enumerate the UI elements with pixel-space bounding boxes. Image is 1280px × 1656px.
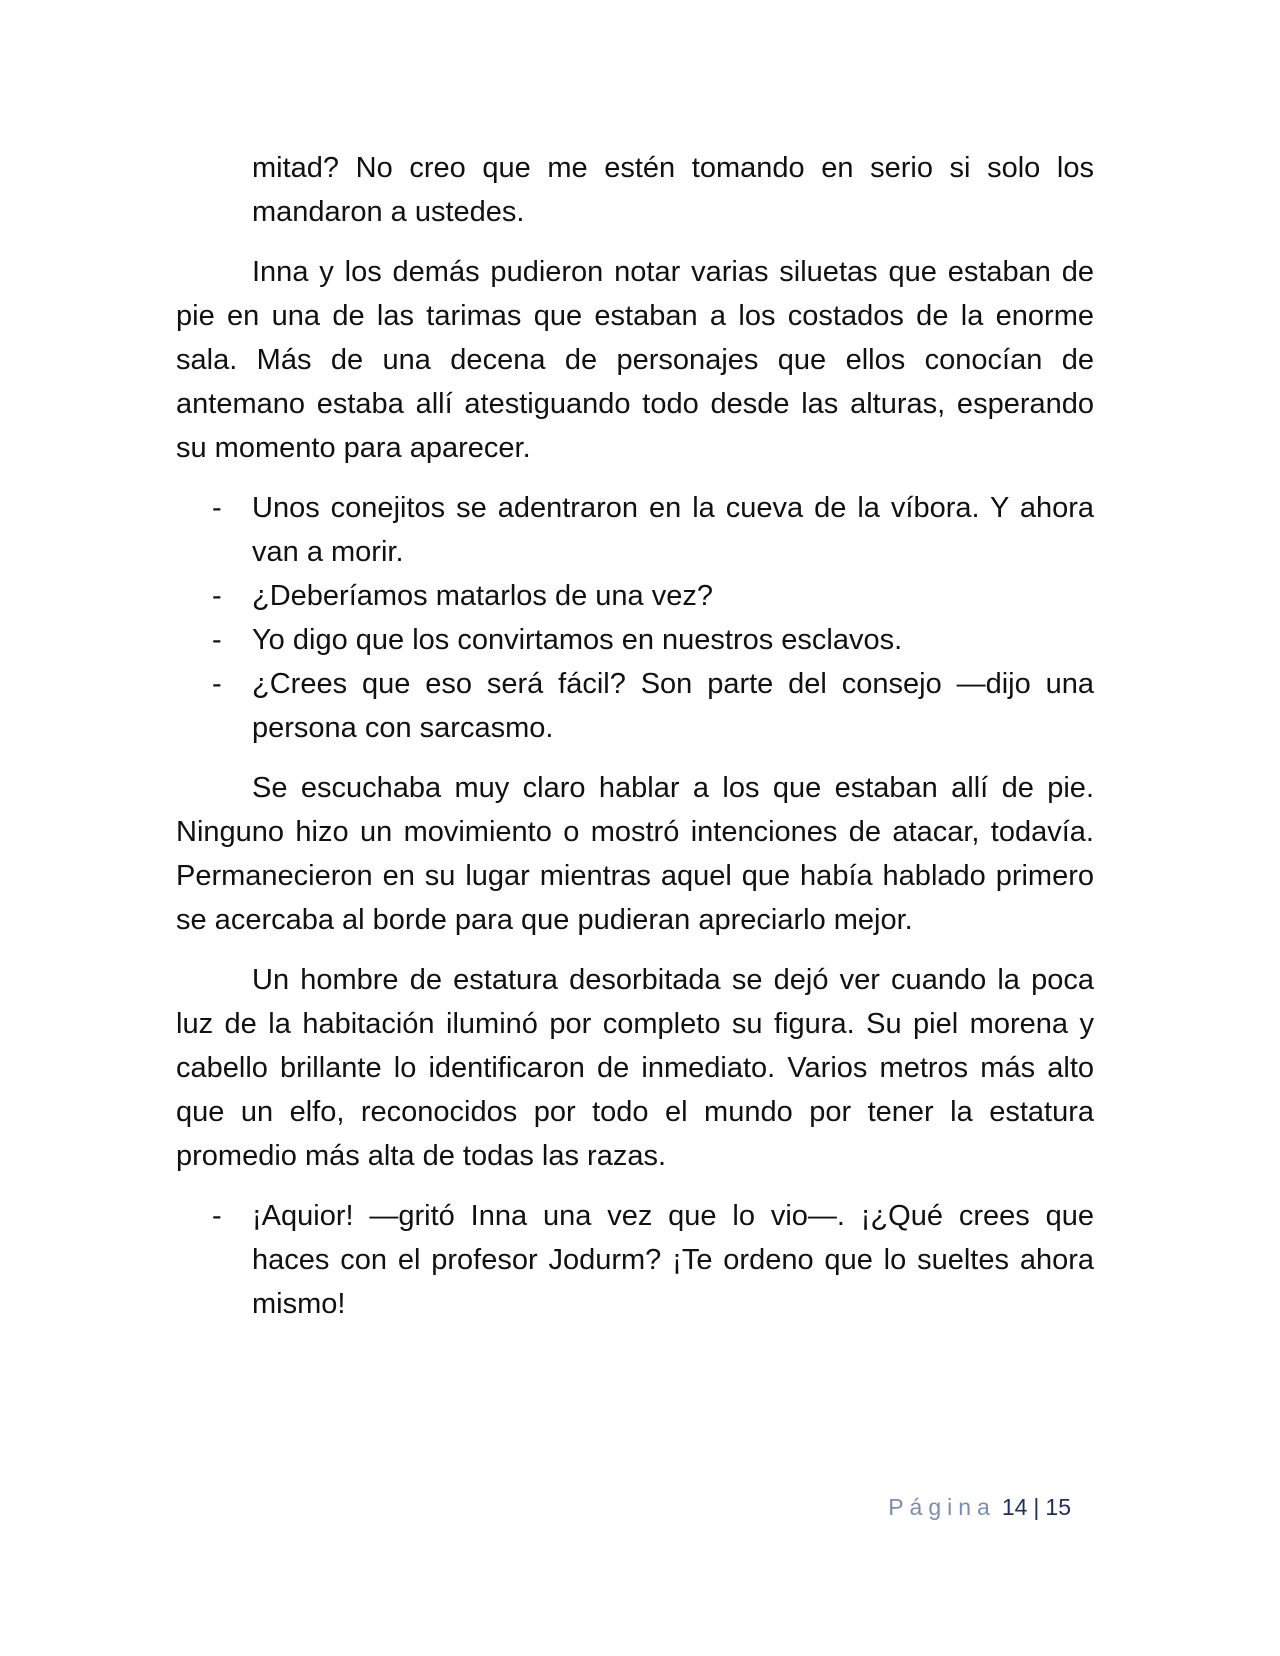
text-column (176, 146, 1094, 1326)
continuation-paragraph: mitad? No creo que me estén tomando en serio si solo los mandaron a ustedes. (252, 152, 1094, 228)
dialogue-text: ¡Aquior! —gritó Inna una vez que lo vio—. ¡¿Qué crees que haces con el profesor Jodurm? ¡Te ordeno que lo sueltes ahora mismo! (252, 1200, 1094, 1320)
dialogue-dash: - (212, 668, 222, 700)
dialogue-text: Unos conejitos se adentraron en la cueva de la víbora. Y ahora van a morir. (252, 492, 1094, 568)
dialogue-dash: - (212, 1200, 222, 1232)
paragraph: Inna y los demás pudieron notar varias siluetas que estaban de pie en una de las tarimas que estaban a los costados de la enorme sala. Más de una decena de personajes que ellos conocían de antemano estaba allí atestiguando todo desde las alturas, esperando su momento para aparecer. (176, 256, 1094, 464)
dialogue-dash: - (212, 580, 222, 612)
dialogue-line (176, 1194, 1094, 1326)
dialogue-line (176, 486, 1094, 574)
dialogue-text: ¿Crees que eso será fácil? Son parte del consejo —dijo una persona con sarcasmo. (252, 668, 1094, 744)
dialogue-line (176, 574, 1094, 618)
dialogue-dash: - (212, 492, 222, 524)
page-total: 15 (1045, 1494, 1071, 1520)
paragraph: Un hombre de estatura desorbitada se dejó ver cuando la poca luz de la habitación iluminó por completo su figura. Su piel morena y cabello brillante lo identificaron de inmediato. Varios metros más alto que un elfo, reconocidos por todo el mundo por tener la estatura promedio más alta de todas las razas. (176, 964, 1094, 1172)
dialogue-list (176, 1194, 1094, 1326)
paragraph: Se escuchaba muy claro hablar a los que estaban allí de pie. Ninguno hizo un movimiento o mostró intenciones de atacar, todavía. Permanecieron en su lugar mientras aquel que había hablado primero se acercaba al borde para que pudieran apreciarlo mejor. (176, 772, 1094, 936)
dialogue-dash: - (212, 624, 222, 656)
page-label: Página (888, 1494, 996, 1520)
dialogue-text: Yo digo que los convirtamos en nuestros esclavos. (252, 624, 903, 656)
dialogue-line (176, 618, 1094, 662)
page-separator: | (1033, 1494, 1040, 1520)
page-number: 14 (1001, 1494, 1028, 1520)
dialogue-list (176, 486, 1094, 750)
dialogue-line (176, 662, 1094, 750)
dialogue-text: ¿Deberíamos matarlos de una vez? (252, 580, 713, 612)
page-footer (0, 1492, 1071, 1522)
